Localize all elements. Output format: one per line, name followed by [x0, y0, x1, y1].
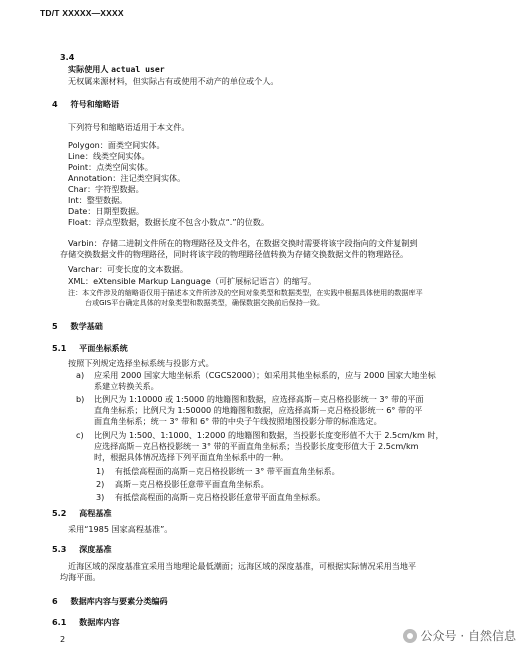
- list-item-b-line-3: 面直角坐标系；统一 3° 带和 6° 带的中央子午线按照地图投影分带的标准选定。: [94, 416, 382, 426]
- list-item-c-line-2: 应选择高斯－克吕格投影统一 3° 带的平面直角坐标系；当投影长度变形值大于 2.5cm/km: [94, 441, 419, 451]
- section-4-heading: [52, 99, 119, 110]
- term-english: actual user: [111, 64, 165, 74]
- list-item-b-line-2: 直角坐标系；比例尺为 1:50000 的地籍图和数据，应选择高斯－克吕格投影统一 6° 带的平: [94, 405, 423, 415]
- sub-item-label: 1): [96, 466, 105, 476]
- section-5-heading: [52, 321, 103, 332]
- section-5-1-heading: [52, 343, 128, 354]
- term-chinese: 实际使用人: [68, 64, 109, 74]
- watermark-text: 公众号 · 自然信息: [420, 629, 516, 643]
- abbreviation-varchar: Varchar：可变长度的文本数据。: [68, 264, 188, 274]
- section-6-1-title: 数据库内容: [79, 617, 120, 627]
- section-5-title: 数学基础: [70, 321, 103, 331]
- sub-item-1: [96, 466, 340, 477]
- abbreviation-varbin: [60, 238, 418, 260]
- list-item-c: [94, 430, 444, 463]
- section-5-2-number: 5.2: [52, 508, 67, 518]
- section-5-number: 5: [52, 321, 58, 331]
- varbin-line-1: Varbin：存储二进制文件所在的物理路径及文件名，在数据交换时需要将该字段指向的文件复制到: [68, 238, 418, 248]
- section-6-number: 6: [52, 596, 58, 606]
- section-5-1-number: 5.1: [52, 343, 67, 353]
- section-5-3-line-2: 均海平面。: [60, 572, 101, 582]
- abbreviation-list: [68, 140, 269, 228]
- section-5-3-heading: [52, 544, 112, 555]
- section-5-3-line-1: 近海区域的深度基准宜采用当地理论最低潮面；远海区域的深度基准，可根据实际情况采用当地平: [68, 561, 417, 571]
- abbreviation-item: Int：整型数据。: [68, 195, 128, 205]
- list-item-a-line-1: 应采用 2000 国家大地坐标系（CGCS2000）；如采用其他坐标系的，应与 2000 国家大地坐标: [94, 370, 436, 380]
- section-5-2-heading: [52, 508, 112, 519]
- note-line-2: 台或GIS平台确定具体的对象类型和数据类型，确保数据交换前后保持一致。: [85, 297, 325, 307]
- section-3-4-definition: 无权属来源材料，但实际占有或使用不动产的单位或个人。: [68, 76, 279, 86]
- sub-item-2: [96, 479, 269, 490]
- section-4-intro: 下列符号和缩略语适用于本文件。: [68, 122, 190, 132]
- list-item-a-line-2: 系建立转换关系。: [94, 381, 159, 391]
- section-6-1-heading: [52, 617, 120, 628]
- section-5-1-title: 平面坐标系统: [79, 343, 128, 353]
- section-5-2-title: 高程基准: [79, 508, 112, 518]
- section-3-4-term: [68, 64, 165, 75]
- sub-item-text: 高斯－克吕格投影任意带平面直角坐标系。: [114, 479, 269, 489]
- abbreviation-xml: XML：eXtensible Markup Language（可扩展标记语言）的缩写。: [68, 276, 317, 286]
- varbin-line-2: 存储交换数据文件的物理路径，同时将该字段的物理路径值转换为存储交换数据文件的物理路径。: [60, 249, 409, 259]
- abbreviation-item: Annotation：注记类空间实体。: [68, 173, 186, 183]
- list-item-b: [94, 394, 424, 427]
- abbreviation-item: Polygon：面类空间实体。: [68, 140, 165, 150]
- abbreviation-item: Date：日期型数据。: [68, 206, 145, 216]
- abbreviation-item: Char：字符型数据。: [68, 184, 144, 194]
- section-4-note: [68, 288, 423, 307]
- abbreviation-item: Float：浮点型数据，数据长度不包含小数点“.”的位数。: [68, 217, 269, 227]
- section-6-1-number: 6.1: [52, 617, 67, 627]
- sub-item-text: 有抵偿高程面的高斯－克吕格投影任意带平面直角坐标系。: [114, 492, 326, 502]
- section-5-3-number: 5.3: [52, 544, 67, 554]
- list-item-c-line-3: 时，根据具体情况选择下列平面直角坐标系中的一种。: [94, 452, 289, 462]
- section-4-title: 符号和缩略语: [70, 99, 120, 109]
- section-6-title: 数据库内容与要素分类编码: [70, 596, 168, 606]
- abbreviation-item: Line：线类空间实体。: [68, 151, 150, 161]
- sub-item-label: 2): [96, 479, 105, 489]
- list-item-a: [94, 370, 436, 392]
- watermark: [403, 627, 516, 644]
- document-code-header: TD/T XXXXX—XXXX: [40, 8, 124, 18]
- page-number: 2: [60, 634, 66, 644]
- list-item-a-label: a): [76, 370, 85, 380]
- section-6-heading: [52, 596, 168, 607]
- list-item-c-line-1: 比例尺为 1:500、1:1000、1:2000 的地籍图和数据，当投影长度变形值不大于 2.5cm/km 时，: [94, 430, 444, 440]
- sub-item-label: 3): [96, 492, 105, 502]
- section-5-3-text: [60, 561, 417, 583]
- section-5-2-text: 采用“1985 国家高程基准”。: [68, 524, 173, 534]
- section-5-1-intro: 按照下列规定选择坐标系统与投影方式。: [68, 358, 214, 368]
- list-item-b-line-1: 比例尺为 1:10000 或 1:5000 的地籍图和数据，应选择高斯－克吕格投影统一 3° 带的平面: [94, 394, 424, 404]
- wechat-icon: [403, 629, 417, 643]
- list-item-b-label: b): [76, 394, 85, 404]
- list-item-c-label: c): [76, 430, 84, 440]
- sub-item-text: 有抵偿高程面的高斯－克吕格投影统一 3° 带平面直角坐标系。: [114, 466, 340, 476]
- sub-item-3: [96, 492, 325, 503]
- note-line-1: 注：本文件涉及的缩略语仅用于描述本文件所涉及的空间对象类型和数据类型，在实践中根据具体使用的数据库平: [68, 288, 423, 297]
- section-5-3-title: 深度基准: [79, 544, 112, 554]
- section-3-4-number: 3.4: [60, 52, 75, 62]
- abbreviation-item: Point：点类空间实体。: [68, 162, 153, 172]
- section-4-number: 4: [52, 99, 58, 109]
